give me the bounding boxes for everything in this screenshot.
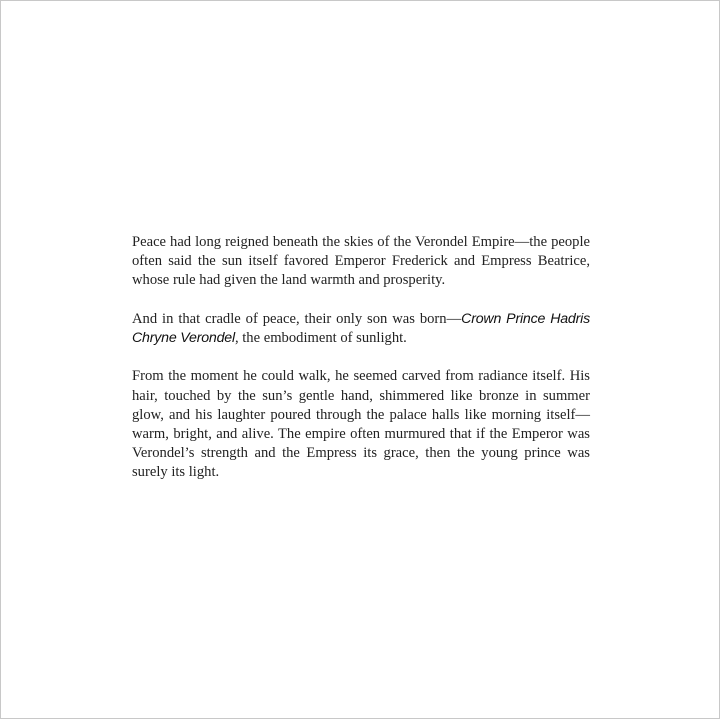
paragraph-3 (132, 367, 590, 482)
paragraph-1-text: Peace had long reigned beneath the skies of the Verondel Empire—the people often said the sun itself favored Emperor Frederick and Empress Beatrice, whose rule had given the land warmth and prosperity. (132, 234, 590, 289)
prince-name-emphasis: Crown Prince Hadris Chryne Verondel (132, 310, 590, 346)
paragraph-1 (132, 233, 590, 291)
paragraph-2 (132, 310, 590, 348)
paragraph-2-lead: And in that cradle of peace, their only son was born— (132, 310, 462, 327)
document-body (132, 233, 590, 483)
paragraph-2-tail: , the embodiment of sunlight. (234, 330, 407, 346)
paragraph-3-text: From the moment he could walk, he seemed carved from radiance itself. His hair, touched by the sun’s gentle hand, shimmered like bronze in summer glow, and his laughter poured through the palace halls like morning itself—warm, bright, and alive. The empire often murmured that if the Emperor was Verondel’s strength and the Empress its grace, then the young prince was surely its light. (132, 368, 590, 481)
